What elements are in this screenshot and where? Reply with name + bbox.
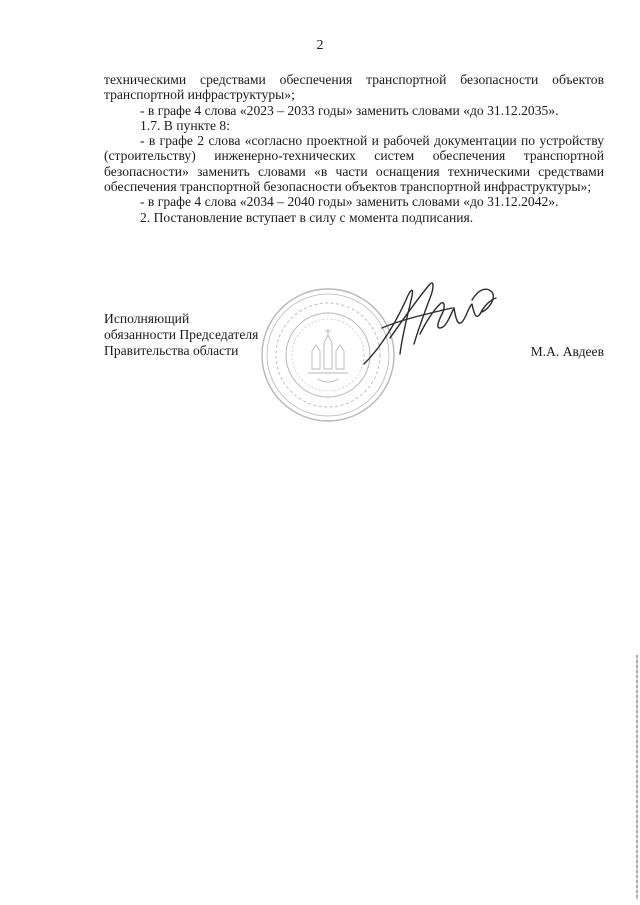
body-paragraph: техническими средствами обеспечения транспортной безопасности объектов транспортной инфраструктуры»; [104,72,604,103]
body-paragraph: - в графе 4 слова «2023 – 2033 годы» заменить словами «до 31.12.2035». [140,102,559,118]
document-body [104,72,604,225]
scan-edge-artifact [636,655,638,900]
signer-position [104,311,258,359]
signer-position-line: Правительства области [104,343,239,358]
signer-position-line: Исполняющий [104,311,190,326]
signer-position-line: обязанности Председателя [104,327,259,342]
page-number: 2 [316,38,324,53]
body-paragraph: - в графе 2 слова «согласно проектной и рабочей документации по устройству (строительству) инженерно-технических систем обеспечения транспортной безопасности» заменить словами «в части оснащения техническими средствами обеспечения транспортной безопасности объектов транспортной инфраструктуры»; [104,133,604,195]
body-paragraph: - в графе 4 слова «2034 – 2040 годы» заменить словами «до 31.12.2042». [140,194,559,210]
handwritten-signature-icon [360,278,500,370]
body-paragraph: 1.7. В пункте 8: [140,117,230,133]
body-paragraph: 2. Постановление вступает в силу с момента подписания. [140,209,474,225]
signer-name: М.А. Авдеев [530,344,604,359]
